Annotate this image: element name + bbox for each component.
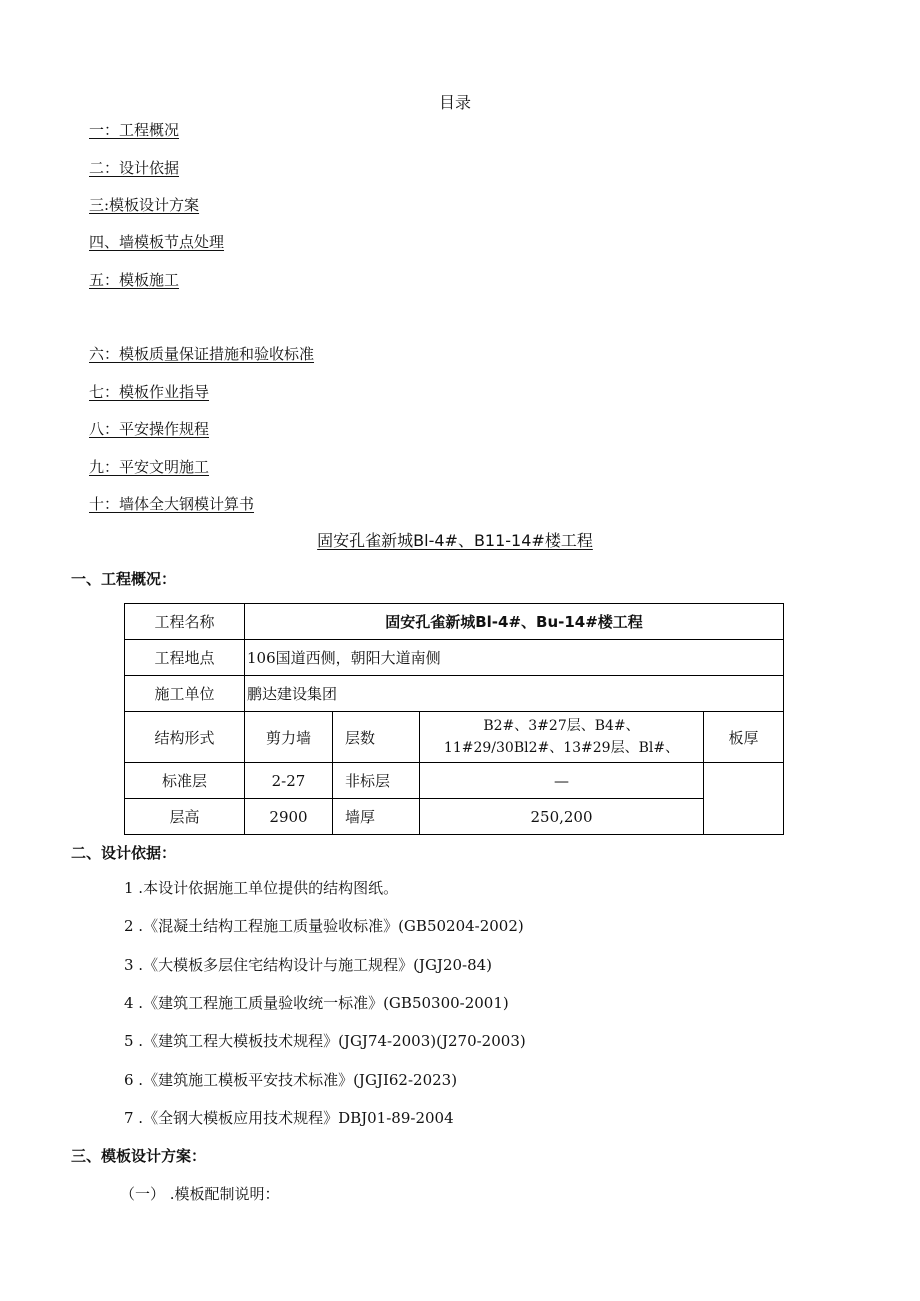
cell-std-floor-value: 2-27 xyxy=(245,763,333,799)
basis-item-7: 7 .《全钢大模板应用技术规程》DBJ01-89-2004 xyxy=(124,1109,454,1127)
cell-slab-value xyxy=(704,763,784,835)
basis-item-6: 6 .《建筑施工模板平安技术标准》(JGJI62-2023) xyxy=(124,1071,458,1089)
table-row-std-floor xyxy=(125,763,784,799)
cell-contractor-value: 鹏达建设集团 xyxy=(245,676,784,712)
cell-height-value: 2900 xyxy=(245,799,333,835)
cell-nonstd-label: 非标层 xyxy=(333,763,420,799)
toc-item-4[interactable]: 四、墙模板节点处理 xyxy=(89,233,225,251)
project-info-table xyxy=(124,603,784,835)
cell-floors-label: 层数 xyxy=(333,712,420,763)
toc-title: 目录 xyxy=(438,93,471,112)
cell-wall-value: 250,200 xyxy=(420,799,704,835)
basis-item-1: 1 .本设计依据施工单位提供的结构图纸。 xyxy=(124,879,399,897)
cell-slab-label: 板厚 xyxy=(704,712,784,763)
table-row-location xyxy=(125,640,784,676)
toc-item-5[interactable]: 五：模板施工 xyxy=(89,271,180,289)
cell-contractor-label: 施工单位 xyxy=(125,676,245,712)
basis-item-4: 4 .《建筑工程施工质量验收统一标准》(GB50300-2001) xyxy=(124,994,509,1012)
table-row-structure xyxy=(125,712,784,763)
floors-line-1: B2#、3#27层、B4#、 xyxy=(483,718,640,734)
floors-line-2: 11#29/30Bl2#、13#29层、Bl#、 xyxy=(443,740,680,756)
table-row-height xyxy=(125,799,784,835)
basis-item-3: 3 .《大模板多层住宅结构设计与施工规程》(JGJ20-84) xyxy=(124,956,493,974)
section2-heading: 二、设计依据： xyxy=(71,844,177,862)
cell-floors-value xyxy=(420,712,704,763)
basis-item-2: 2 .《混凝土结构工程施工质量验收标准》(GB50204-2002) xyxy=(124,917,524,935)
toc-item-6[interactable]: 六：模板质量保证措施和验收标准 xyxy=(89,345,315,363)
project-title: 固安孔雀新城Bl-4#、B11-14#楼工程 xyxy=(317,531,593,550)
cell-height-label: 层高 xyxy=(125,799,245,835)
cell-name-value: 固安孔雀新城Bl-4#、Bu-14#楼工程 xyxy=(245,604,784,640)
cell-location-value: 106国道西侧，朝阳大道南侧 xyxy=(245,640,784,676)
toc-item-3[interactable]: 三:模板设计方案 xyxy=(89,196,200,214)
cell-structure-value: 剪力墙 xyxy=(245,712,333,763)
basis-item-5: 5 .《建筑工程大模板技术规程》(JGJ74-2003)(J270-2003) xyxy=(124,1032,526,1050)
cell-nonstd-value: — xyxy=(420,763,704,799)
toc-item-10[interactable]: 十：墙体全大钢模计算书 xyxy=(89,495,255,513)
toc-item-1[interactable]: 一：工程概况 xyxy=(89,121,180,139)
cell-wall-label: 墙厚 xyxy=(333,799,420,835)
section1-heading: 一、工程概况： xyxy=(71,570,177,588)
table-row-contractor xyxy=(125,676,784,712)
toc-item-9[interactable]: 九：平安文明施工 xyxy=(89,458,210,476)
toc-item-2[interactable]: 二：设计依据 xyxy=(89,159,180,177)
section3-sub-1: （一） .模板配制说明： xyxy=(120,1185,280,1203)
toc-item-8[interactable]: 八：平安操作规程 xyxy=(89,420,210,438)
cell-location-label: 工程地点 xyxy=(125,640,245,676)
table-row-name xyxy=(125,604,784,640)
cell-std-floor-label: 标准层 xyxy=(125,763,245,799)
cell-structure-label: 结构形式 xyxy=(125,712,245,763)
section3-heading: 三、模板设计方案： xyxy=(71,1147,207,1165)
cell-name-label: 工程名称 xyxy=(125,604,245,640)
toc-item-7[interactable]: 七：模板作业指导 xyxy=(89,383,210,401)
